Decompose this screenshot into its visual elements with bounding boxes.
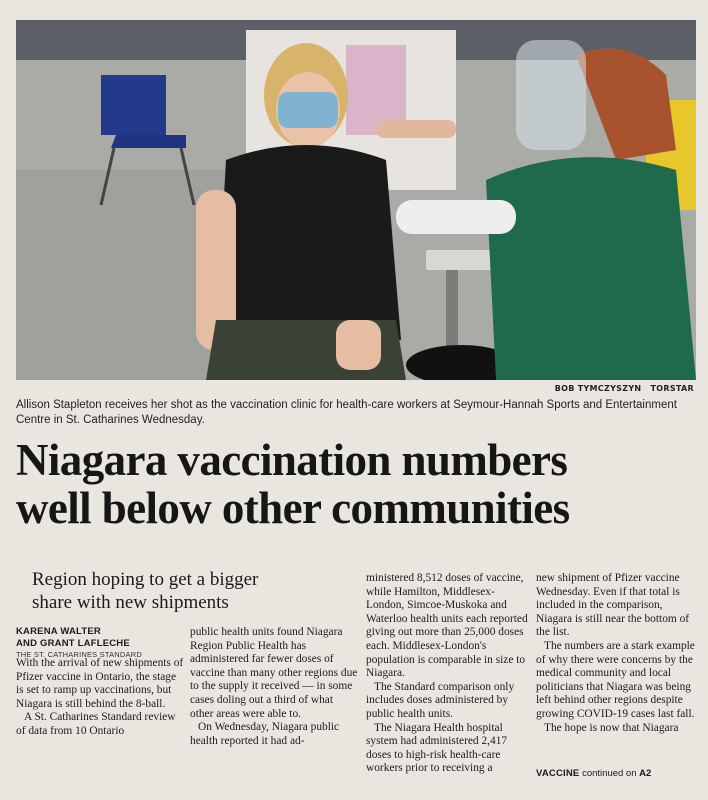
continued-jump-line[interactable] [536,768,696,779]
paragraph: The numbers are a stark example of why there were concerns by the medical community and local politicians that Niagara was being left behind other regions despite growing COVID-19 cases last fall. [536,639,695,720]
photo-caption: Allison Stapleton receives her shot as the vaccination clinic for health-care workers at Seymour-Hannah Sports and Entertainment Centre in St. Catharines Wednesday. [16,399,677,426]
byline-author-1: KARENA WALTER [16,626,101,637]
jump-text: continued on [582,768,637,779]
paragraph: With the arrival of new shipments of Pfizer vaccine in Ontario, the stage is set to ramp up vaccinations, but Niagara is still behind the 8-ball. [16,657,184,710]
photo-credit [549,384,694,393]
paragraph: ministered 8,512 doses of vaccine, while Hamilton, Middlesex-London, Simcoe-Muskoka and Waterloo health units each reported giving out more than 25,000 doses each. Middlesex-London's population is comparable in size to Niagara. [366,572,528,680]
vaccination-photo-illustration [16,20,696,380]
paragraph: The Niagara Health hospital system had administered 2,417 doses to high-risk health-care workers prior to receiving a [366,721,508,775]
subheadline-line-2: share with new shipments [32,592,229,613]
article-column-3 [366,572,528,776]
article-column-2 [190,626,358,748]
article-column-1 [16,657,184,739]
jump-keyword: VACCINE [536,768,580,779]
paragraph: A St. Catharines Standard review of data from 10 Ontario [16,711,176,737]
byline-publication: THE ST. CATHARINES STANDARD [16,650,142,659]
jump-page: A2 [639,768,652,779]
subheadline [32,568,337,614]
paragraph: new shipment of Pfizer vaccine Wednesday. Even if that total is included in the comparison, Niagara is still near the bottom of the list. [536,572,690,639]
article-column-4 [536,572,696,735]
paragraph: public health units found Niagara Region Public Health has administered far fewer doses of vaccine than many other regions due to the supply it received — in some cases doling out a third of what other areas were able to. [190,626,358,720]
news-photo [16,20,696,380]
byline-author-2: AND GRANT LAFLECHE [16,638,130,649]
headline [16,436,696,532]
photo-credit-name: BOB TYMCZYSZYN [554,384,642,393]
headline-line-2: well below other communities [16,483,570,533]
byline [16,626,186,660]
paragraph: On Wednesday, Niagara public health reported it had ad- [190,721,340,747]
photo-credit-org: TORSTAR [650,384,694,393]
paragraph: The hope is now that Niagara [544,721,679,734]
subheadline-line-1: Region hoping to get a bigger [32,569,259,590]
headline-line-1: Niagara vaccination numbers [16,435,568,485]
paragraph: The Standard comparison only includes doses administered by public health units. [366,680,515,720]
